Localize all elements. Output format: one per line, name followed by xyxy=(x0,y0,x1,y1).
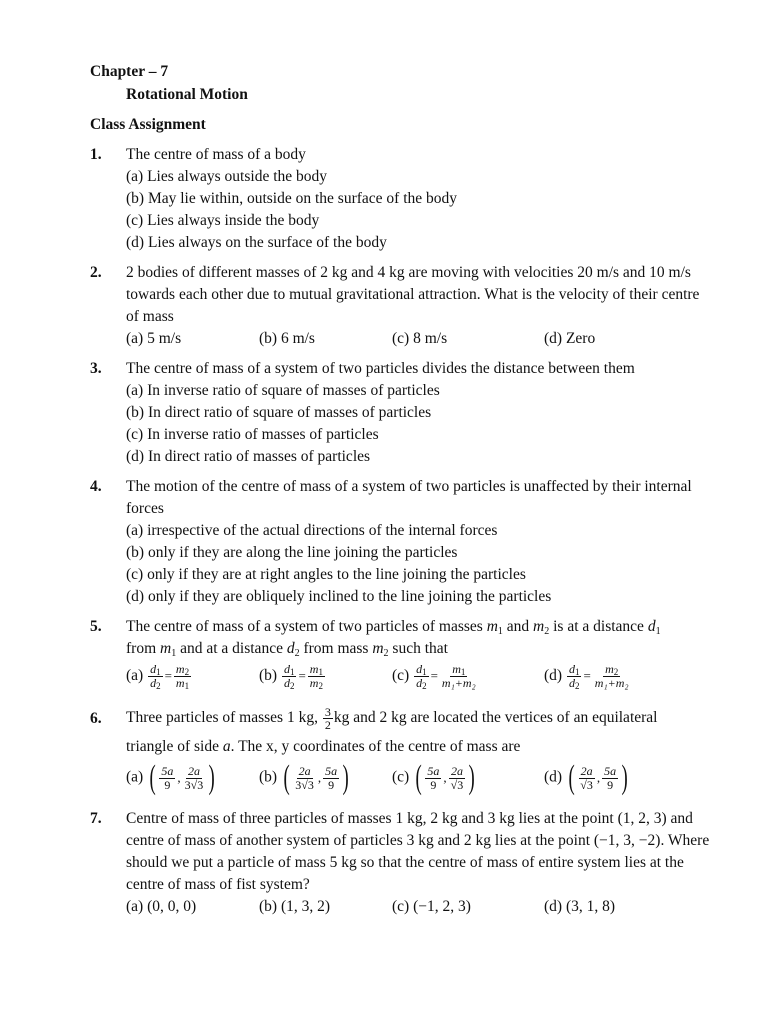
option-a: (a) Lies always outside the body xyxy=(126,168,328,185)
option-c: (c) In inverse ratio of masses of particles xyxy=(126,426,379,443)
option-d: (d) Zero xyxy=(544,330,596,347)
option-a: (a) irrespective of the actual directions of the internal forces xyxy=(126,522,498,539)
options-row xyxy=(126,660,710,692)
options-row xyxy=(126,328,710,350)
question-number: 4. xyxy=(90,478,102,495)
question-number: 3. xyxy=(90,360,102,377)
options-row xyxy=(126,896,710,918)
option-d: (d) ( $\frac{2a}{√3}$ , $\frac{5a}{9}$ ) xyxy=(544,759,628,796)
option-b: (b) $\frac{d_1}{d_2}$ = $\frac{m_1}{m_2}$ xyxy=(259,661,323,691)
question-1 xyxy=(90,144,710,254)
options-row xyxy=(126,758,710,798)
question-4 xyxy=(90,476,710,608)
question-text: The centre of mass of a system of two particles divides the distance between them xyxy=(126,360,635,377)
chapter-title: Rotational Motion xyxy=(126,86,248,103)
option-b: (b) 6 m/s xyxy=(259,330,315,347)
chapter-heading: Chapter – 7 xyxy=(90,63,169,80)
option-b: (b) (1, 3, 2) xyxy=(259,898,331,915)
question-2 xyxy=(90,262,710,350)
question-text: The motion of the centre of mass of a system of two particles is unaffected by their internal forces xyxy=(126,478,692,517)
option-d: (d) (3, 1, 8) xyxy=(544,898,616,915)
section-heading: Class Assignment xyxy=(90,116,206,133)
option-a: (a) In inverse ratio of square of masses of particles xyxy=(126,382,440,399)
question-number: 6. xyxy=(90,710,102,727)
question-number: 1. xyxy=(90,146,102,163)
option-d: (d) $\frac{d_1}{d_2}$ = $\frac{m_2}{\text{m₁+m₂}}$ xyxy=(544,661,629,691)
option-a: (a) 5 m/s xyxy=(126,330,182,347)
question-number: 7. xyxy=(90,810,102,827)
option-c: (c) $\frac{d_1}{d_2}$ = $\frac{m_1}{\text{m₁+m₂}}$ xyxy=(392,661,476,691)
question-text: Centre of mass of three particles of masses 1 kg, 2 kg and 3 kg lies at the point (1, 2, 3) and centre of mass of another system of particles 3 kg and 2 kg lies at the point (−1, 3, −2). Where should we put a particle of mass 5 kg so that the centre of mass of entire system lies at the centre of mass of fist system? xyxy=(126,810,710,893)
option-c: (c) 8 m/s xyxy=(392,330,448,347)
option-b: (b) May lie within, outside on the surface of the body xyxy=(126,190,458,207)
option-b: (b) only if they are along the line joining the particles xyxy=(126,544,458,561)
question-3 xyxy=(90,358,710,468)
document-page xyxy=(90,60,710,926)
question-7 xyxy=(90,808,710,918)
option-b: (b) ( $\frac{2a}{3√3}$ , $\frac{5a}{9}$ ) xyxy=(259,759,349,796)
question-text: 2 bodies of different masses of 2 kg and 4 kg are moving with velocities 20 m/s and 10 m/s towards each other due to mutual gravitational attraction. What is the velocity of their centre of mass xyxy=(126,264,700,325)
option-d: (d) Lies always on the surface of the body xyxy=(126,234,387,251)
question-5 xyxy=(90,616,710,692)
option-a: (a) $\frac{d_1}{d_2}$ = $\frac{m_2}{m_1}$ xyxy=(126,661,190,691)
option-a: (a) ( $\frac{5a}{9}$ , $\frac{2a}{3√3}$ ) xyxy=(126,759,216,796)
question-text: The centre of mass of a body xyxy=(126,146,306,163)
option-d: (d) only if they are obliquely inclined to the line joining the particles xyxy=(126,588,552,605)
option-c: (c) ( $\frac{5a}{9}$ , $\frac{2a}{√3}$ ) xyxy=(392,759,476,796)
option-d: (d) In direct ratio of masses of particles xyxy=(126,448,371,465)
question-text: The centre of mass of a system of two particles of masses $m_1$ and $m_2$ is at a distance $d_1$ from $m_1$ and at a distance $d_2$ from mass $m_2$ such that xyxy=(126,618,661,659)
option-c: (c) only if they are at right angles to the line joining the particles xyxy=(126,566,526,583)
option-c: (c) Lies always inside the body xyxy=(126,212,320,229)
question-number: 5. xyxy=(90,618,102,635)
question-number: 2. xyxy=(90,264,102,281)
option-a: (a) (0, 0, 0) xyxy=(126,898,197,915)
option-b: (b) In direct ratio of square of masses of particles xyxy=(126,404,432,421)
question-text: Three particles of masses 1 kg, $\frac{3}{2}$ kg and 2 kg are located the vertices of an equilateral triangle of side a. The x, y coordinates of the centre of mass are xyxy=(126,704,658,755)
question-6 xyxy=(90,700,710,798)
option-c: (c) (−1, 2, 3) xyxy=(392,898,471,915)
